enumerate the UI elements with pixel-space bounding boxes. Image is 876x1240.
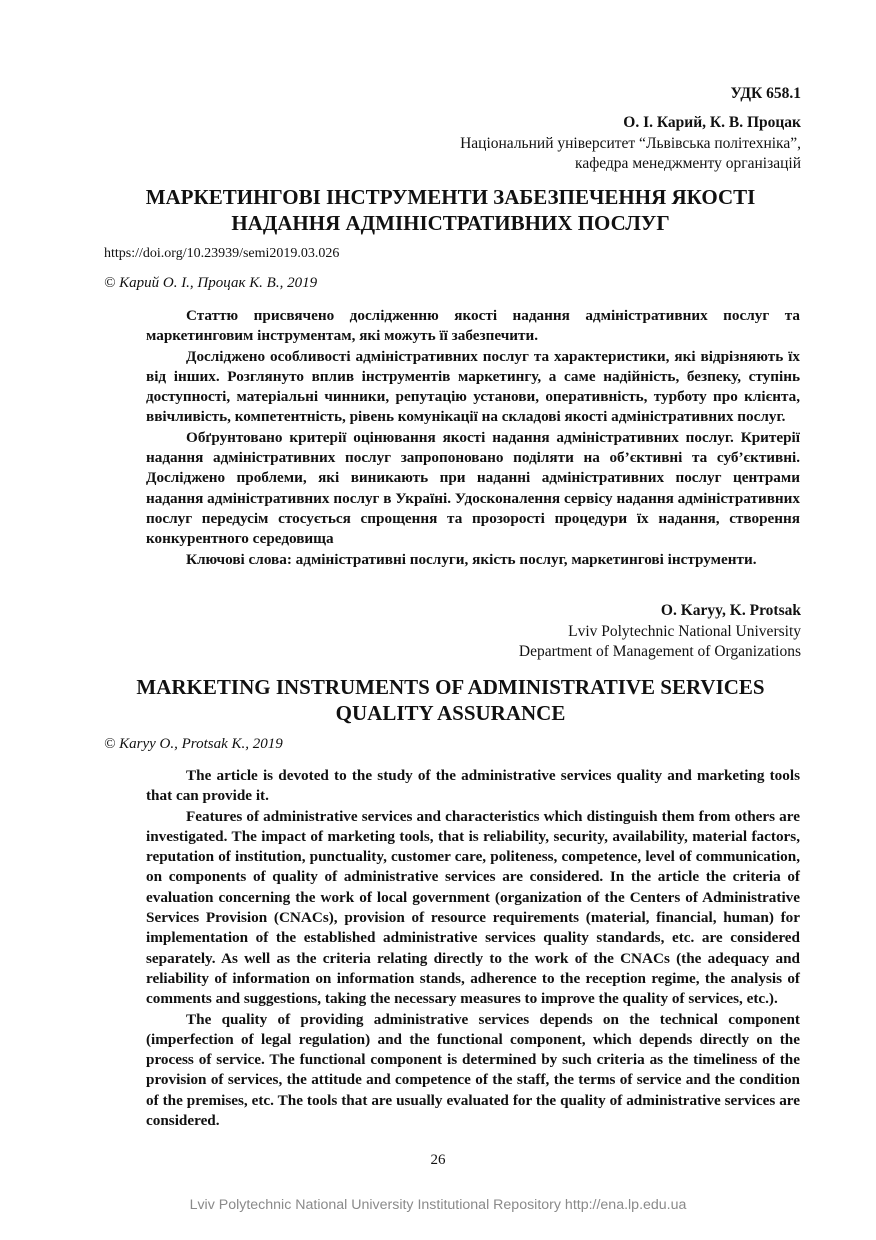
title-ukrainian-line1: МАРКЕТИНГОВІ ІНСТРУМЕНТИ ЗАБЕЗПЕЧЕННЯ ЯКОСТІ <box>145 185 756 209</box>
abstract-paragraph: The article is devoted to the study of the administrative services quality and marketing tools that can provide it. <box>146 767 800 805</box>
abstract-paragraph: The quality of providing administrative services depends on the technical component (imperfection of legal regulation) and the functional component, which depends directly on the process of service. The functional component is determined by such criteria as the timeliness of the provision of services, the attitude and competence of the staff, the terms of service and the condition of the premises, etc. The tools that are usually evaluated for the quality of administrative services are considered. <box>146 1010 800 1130</box>
affiliation-ukrainian-university: Національний університет “Львівська політехніка”, <box>460 135 801 152</box>
abstract-paragraph: Features of administrative services and characteristics which distinguish them from others are investigated. The impact of marketing tools, that is reliability, security, availability, material factors, reputation of institution, punctuality, customer care, politeness, competence, level of communication, on components of quality of administrative services are considered. In the article the criteria of evaluation concerning the work of local government (organization of the Centers of Administrative Services Provision (CNACs), provision of resource requirements (material, financial, human) for implementation of the established administrative services quality standards, etc. are considered separately. As well as the criteria relating directly to the work of the CNACs (the adequacy and reliability of information on information stands, adherence to the reception regime, the analysis of comments and suggestions, taking the necessary measures to improve the quality of services, etc.). <box>146 807 800 1008</box>
page-number: 26 <box>430 1152 446 1168</box>
repository-footer: Lviv Polytechnic National University Institutional Repository http://ena.lp.edu.ua <box>189 1197 687 1213</box>
copyright-ukrainian: © Карий О. І., Процак К. В., 2019 <box>104 275 318 291</box>
abstract-english <box>146 766 800 1131</box>
title-ukrainian-line2: НАДАННЯ АДМІНІСТРАТИВНИХ ПОСЛУГ <box>231 211 670 235</box>
udk-code: УДК 658.1 <box>730 85 801 102</box>
affiliation-english-department: Department of Management of Organizations <box>518 643 801 660</box>
authors-english: O. Karyy, K. Protsak <box>660 602 801 619</box>
abstract-ukrainian <box>146 306 800 570</box>
title-english-line1: MARKETING INSTRUMENTS OF ADMINISTRATIVE SERVICES <box>136 675 765 699</box>
doi-link[interactable]: https://doi.org/10.23939/semi2019.03.026 <box>104 246 340 261</box>
authors-ukrainian: О. І. Карий, К. В. Процак <box>623 114 801 131</box>
copyright-english: © Karyy O., Protsak K., 2019 <box>104 736 283 752</box>
title-english-line2: QUALITY ASSURANCE <box>335 701 566 725</box>
title-ukrainian <box>110 184 791 236</box>
title-english <box>110 674 791 726</box>
abstract-paragraph: Досліджено особливості адміністративних послуг та характеристики, які відрізняють їх від інших. Розглянуто вплив інструментів маркетингу, а саме надійність, безпеку, ступінь доступності, матеріальні чинники, репутацію установи, оперативність, турботу про клієнта, ввічливість, компетентність, рівень комунікації на складові якості адміністративних послуг. <box>146 347 800 426</box>
affiliation-english-university: Lviv Polytechnic National University <box>568 623 801 640</box>
abstract-paragraph: Обґрунтовано критерії оцінювання якості надання адміністративних послуг. Критерії надання адміністративних послуг запропоновано поділяти на об’єктивні та суб’єктивні. Досліджено проблеми, які виникають при наданні адміністративних послуг центрами надання адміністративних послуг в Україні. Удосконалення сервісу надання адміністративних послуг передусім стосується спрощення та прозорості процедури їх надання, створення конкурентного середовища <box>146 428 800 548</box>
affiliation-ukrainian-department: кафедра менеджменту організацій <box>575 155 801 172</box>
abstract-paragraph: Статтю присвячено дослідженню якості надання адміністративних послуг та маркетинговим інструментам, які можуть її забезпечити. <box>146 307 800 345</box>
keywords-ukrainian: Ключові слова: адміністративні послуги, якість послуг, маркетингові інструменти. <box>186 550 757 568</box>
